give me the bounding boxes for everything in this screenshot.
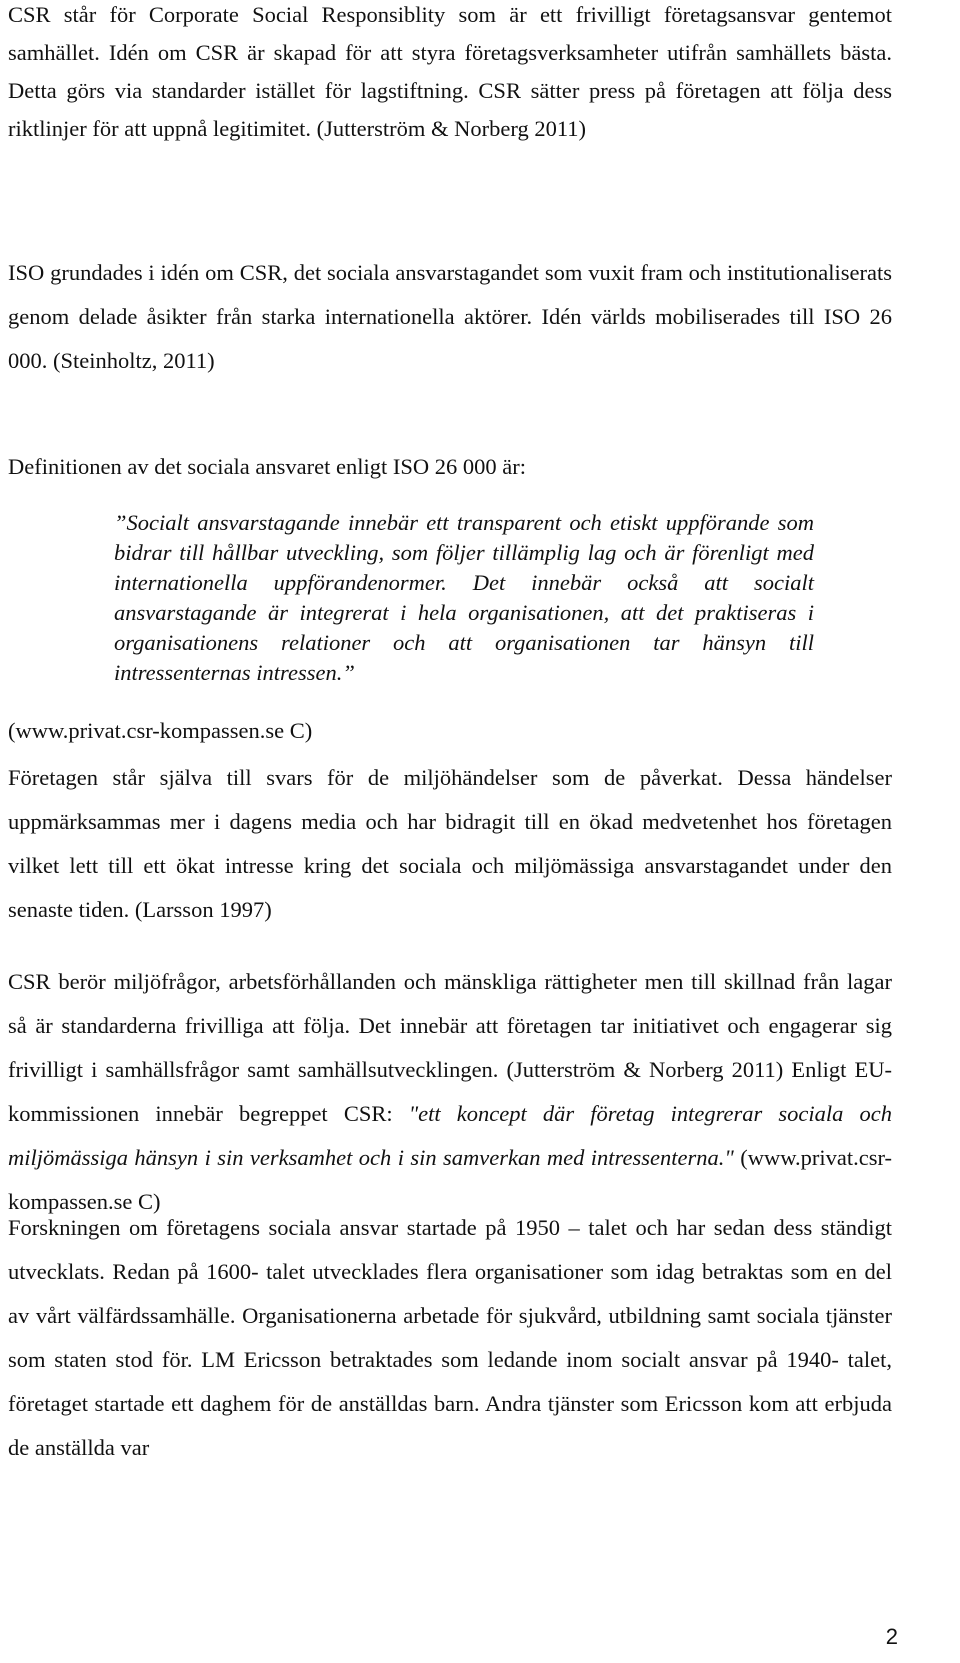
paragraph-iso-origin: ISO grundades i idén om CSR, det sociala ansvarstagandet som vuxit fram och institutionaliserats genom delade åsikter från starka internationella aktörer. Idén världs mobiliserades till ISO 26 000. (Steinholtz, 2011) [8, 260, 892, 373]
quote-iso-definition: ”Socialt ansvarstagande innebär ett transparent och etiskt uppförande som bidrar till hållbar utveckling, som följer tillämplig lag och är förenligt med internationella uppförandenormer. Det innebär också att socialt ansvarstagande är integrerat i hela organisationen, att det praktiseras i organisationens relationer och att organisationen tar hänsyn till intressenternas intressen.” [114, 510, 814, 685]
paragraph-csr-scope-text: CSR berör miljöfrågor, arbetsförhållanden och mänskliga rättigheter men till skillnad från lagar så är standarderna frivilliga att följa. Det innebär att företagen tar initiativet och engagerar sig frivilligt i samhällsfrågor samt samhällsutvecklingen. (Jutterström & Norberg 2011) Enligt EU-kommissionen innebär begreppet CSR: [8, 969, 892, 1126]
eu-definition-quote: "ett koncept där företag integrerar sociala och miljömässiga hänsyn i sin verksamhet och i sin samverkan med intressenterna." [8, 1101, 892, 1170]
paragraph-definition-intro: Definitionen av det sociala ansvaret enligt ISO 26 000 är: [8, 454, 526, 479]
paragraph-research-history: Forskningen om företagens sociala ansvar startade på 1950 – talet och har sedan dess ständigt utvecklats. Redan på 1600- talet utvecklades flera organisationer som idag betraktas som en del av vårt välfärdssamhälle. Organisationerna arbetade för sjukvård, utbildning samt sociala tjänster som staten stod för. LM Ericsson betraktades som ledande inom socialt ansvar på 1940- talet, företaget startade ett daghem för de anställdas barn. Andra tjänster som Ericsson kom att erbjuda de anställda var [8, 1215, 892, 1460]
paragraph-environmental-events: Företagen står själva till svars för de miljöhändelser som de påverkat. Dessa händelser uppmärksammas mer i dagens media och har bidragit till en ökad medvetenhet hos företagen vilket lett till ett ökat intresse kring det sociala och miljömässiga ansvarstagandet under den senaste tiden. (Larsson 1997) [8, 765, 892, 922]
paragraph-csr-scope [8, 960, 892, 1224]
paragraph-csr-intro: CSR står för Corporate Social Responsiblity som är ett frivilligt företagsansvar gentemot samhället. Idén om CSR är skapad för att styra företagsverksamheter utifrån samhällets bästa. Detta görs via standarder istället för lagstiftning. CSR sätter press på företagen att följa dess riktlinjer för att uppnå legitimitet. (Jutterström & Norberg 2011) [8, 2, 892, 141]
page-number: 2 [885, 1624, 898, 1649]
quote-source: (www.privat.csr-kompassen.se C) [8, 718, 313, 743]
paragraph-csr-scope-source: (www.privat.csr-kompassen.se C) [8, 1145, 892, 1214]
